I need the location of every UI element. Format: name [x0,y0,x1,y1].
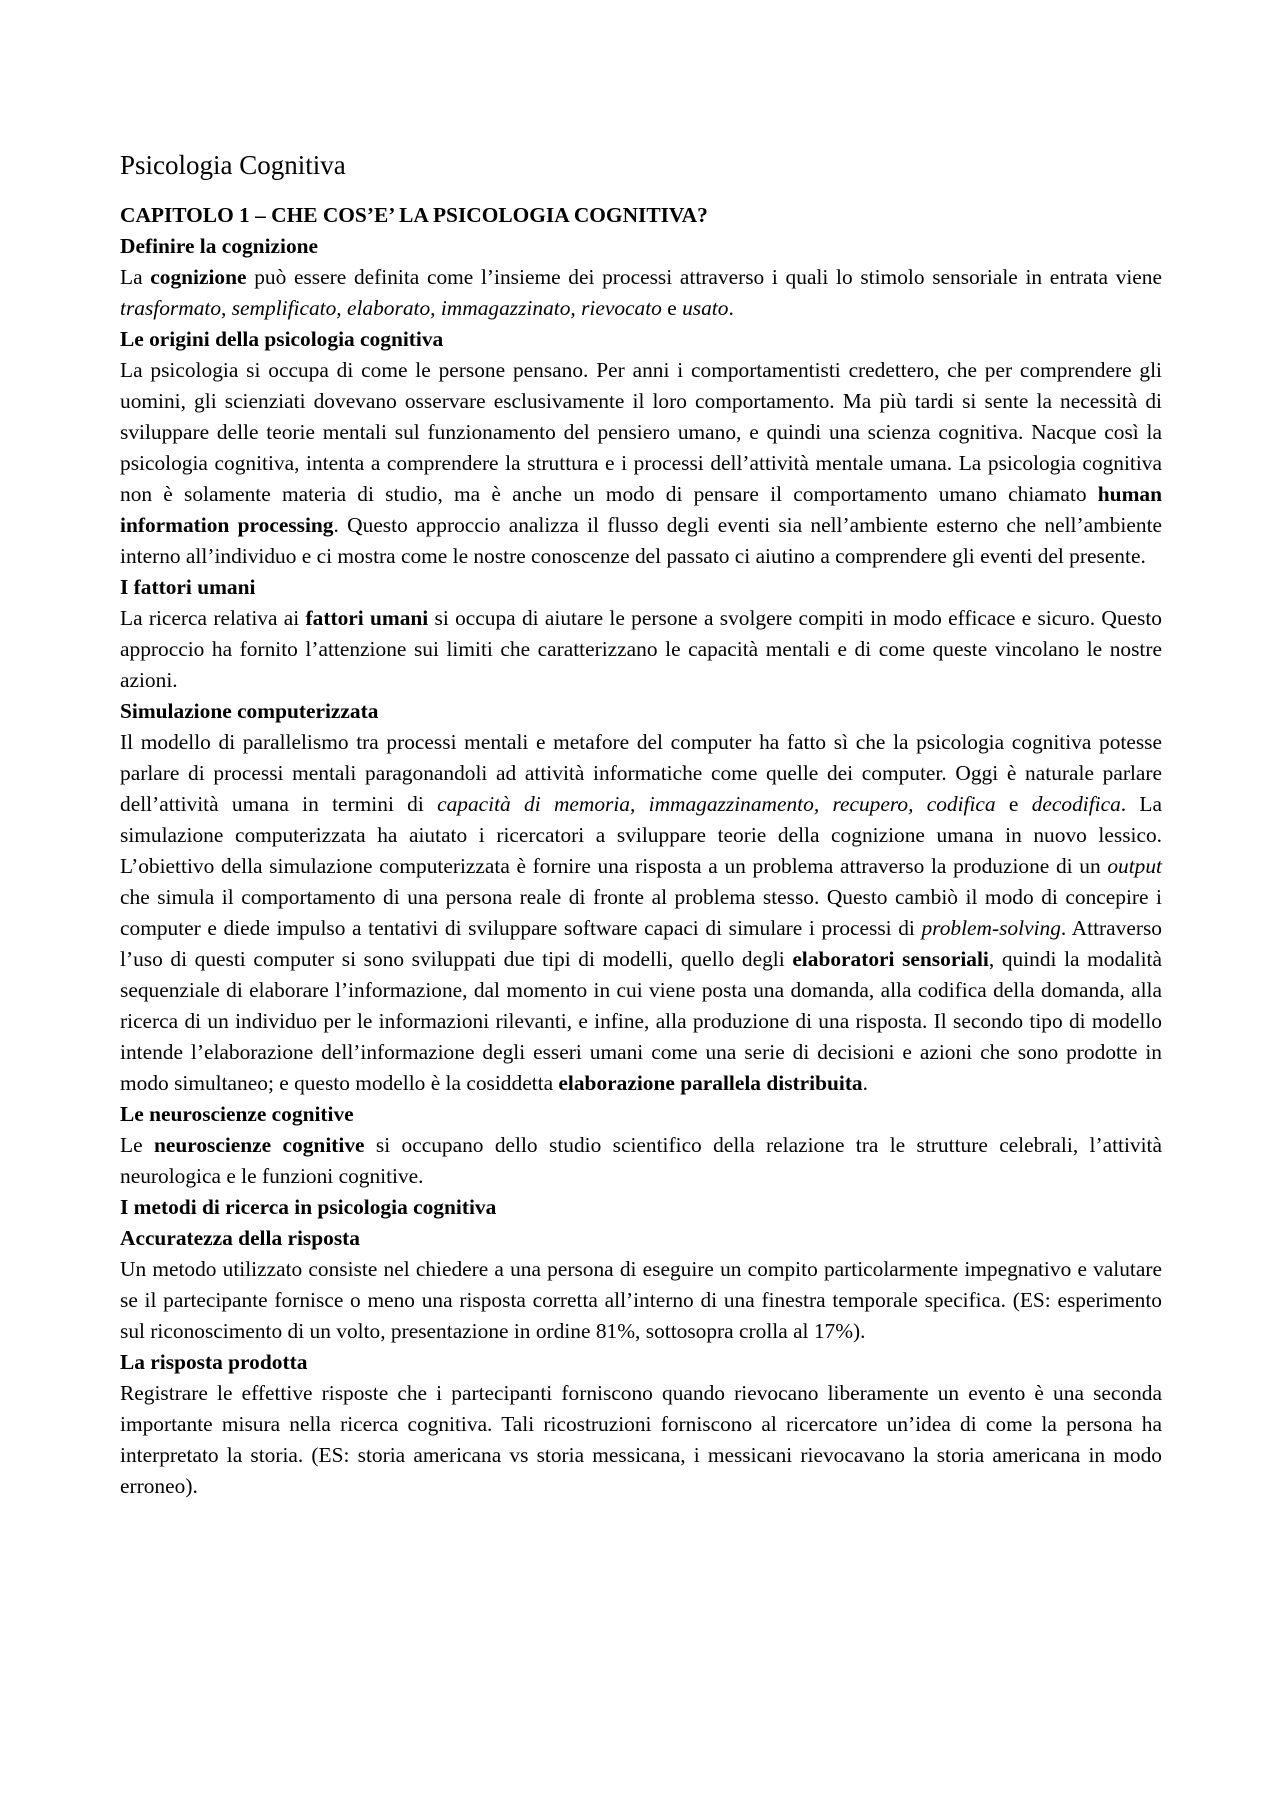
text-run: , quindi la modalità sequenziale di elaborare l’informazione, dal momento in cui viene posta una domanda, alla codifica della domanda, alla ricerca di un individuo per le informazioni rilevanti, e infine, alla produzione di una risposta. Il secondo tipo di modello intende l’elaborazione dell’informazione degli esseri umani come una serie di decisioni e azioni che sono prodotte in modo simultaneo; e questo modello è la cosiddetta [120,947,1162,1095]
text-run: Un metodo utilizzato consiste nel chiedere a una persona di eseguire un compito particolarmente impegnativo e valutare se il partecipante fornisce o meno una risposta corretta all’interno di una finestra temporale specifica. (ES: esperimento sul riconoscimento di un volto, presentazione in ordine 81%, sottosopra crolla al 17%). [120,1257,1162,1343]
text-run: e [995,792,1032,816]
bold-term: neuroscienze cognitive [153,1133,365,1157]
section-paragraph [120,1254,1162,1347]
italic-term: problem-solving [921,916,1061,940]
section-heading: Le neuroscienze cognitive [120,1102,354,1126]
text-run: La psicologia si occupa di come le persone pensano. Per anni i comportamentisti credettero, che per comprendere gli uomini, gli scienziati dovevano osservare esclusivamente il loro comportamento. Ma più tardi si sente la necessità di sviluppare delle teorie mentali sul funzionamento del pensiero umano, e quindi una scienza cognitiva. Nacque così la psicologia cognitiva, intenta a comprendere la struttura e i processi dell’attività mentale umana. La psicologia cognitiva non è solamente materia di studio, ma è anche un modo di pensare il comportamento umano chiamato [120,358,1162,506]
document-sections [120,231,1162,1502]
text-run: La ricerca relativa ai [120,606,306,630]
text-run: si occupa di aiutare le persone a svolgere compiti in modo efficace e sicuro. Questo approccio ha fornito l’attenzione sui limiti che caratterizzano le capacità mentali e di come queste vincolano le nostre azioni. [120,606,1163,692]
text-run: Il modello di parallelismo tra processi mentali e metafore del computer ha fatto sì che la psicologia cognitiva potesse parlare di processi mentali paragonandoli ad attività informatiche come quelle dei computer. Oggi è naturale parlare dell’attività umana in termini di [120,730,1162,816]
text-run: Le [120,1133,154,1157]
section-paragraph [120,262,1162,324]
section-paragraph [120,603,1162,696]
section-paragraph [120,1378,1162,1502]
text-run: e [661,296,683,320]
text-run: . [862,1071,868,1095]
text-run: . Questo approccio analizza il flusso degli eventi sia nell’ambiente esterno che nell’ambiente interno all’individuo e ci mostra come le nostre conoscenze del passato ci aiutino a comprendere gli eventi del presente. [120,513,1163,568]
text-run: Registrare le effettive risposte che i partecipanti forniscono quando rievocano liberamente un evento è una seconda importante misura nella ricerca cognitiva. Tali ricostruzioni forniscono al ricercatore un’idea di come la persona ha interpretato la storia. (ES: storia americana vs storia messicana, i messicani rievocavano la storia americana in modo erroneo). [120,1381,1162,1498]
section-heading: I fattori umani [120,575,256,599]
italic-term: capacità di memoria, immagazzinamento, recupero, codifica [437,792,996,816]
italic-term: usato [682,296,729,320]
text-run: si occupano dello studio scientifico della relazione tra le strutture celebrali, l’attività neurologica e le funzioni cognitive. [120,1133,1162,1188]
section-heading: Definire la cognizione [120,234,319,258]
bold-term: fattori umani [305,606,429,630]
document-title: Psicologia Cognitiva [120,150,346,180]
italic-term: trasformato, semplificato, elaborato, immagazzinato, rievocato [120,296,662,320]
text-run: . La simulazione computerizzata ha aiutato i ricercatori a sviluppare teorie della cognizione umana in nuovo lessico. L’obiettivo della simulazione computerizzata è fornire una risposta a un problema attraverso la produzione di un [120,792,1162,878]
section-paragraph [120,355,1162,572]
document-page [120,148,1162,1502]
bold-term: cognizione [150,265,247,289]
text-run: può essere definita come l’insieme dei processi attraverso i quali lo stimolo sensoriale in entrata viene [246,265,1162,289]
section-heading: Le origini della psicologia cognitiva [120,327,444,351]
bold-term: human information processing [120,482,1162,537]
bold-term: elaboratori sensoriali [792,947,989,971]
text-run: . Attraverso l’uso di questi computer si sono sviluppati due tipi di modelli, quello degli [120,916,1162,971]
text-run: che simula il comportamento di una persona reale di fronte al problema stesso. Questo cambiò il modo di concepire i computer e diede impulso a tentativi di sviluppare software capaci di simulare i processi di [120,885,1162,940]
italic-term: output [1107,854,1162,878]
section-heading: I metodi di ricerca in psicologia cognitiva [120,1195,497,1219]
section-paragraph [120,727,1162,1099]
section-heading: Accuratezza della risposta [120,1226,360,1250]
bold-term: elaborazione parallela distribuita [558,1071,863,1095]
chapter-heading: CAPITOLO 1 – CHE COS’E’ LA PSICOLOGIA COGNITIVA? [120,203,708,227]
text-run: La [120,265,151,289]
section-heading: La risposta prodotta [120,1350,308,1374]
italic-term: decodifica [1031,792,1121,816]
text-run: . [728,296,734,320]
section-heading: Simulazione computerizzata [120,699,379,723]
section-paragraph [120,1130,1162,1192]
